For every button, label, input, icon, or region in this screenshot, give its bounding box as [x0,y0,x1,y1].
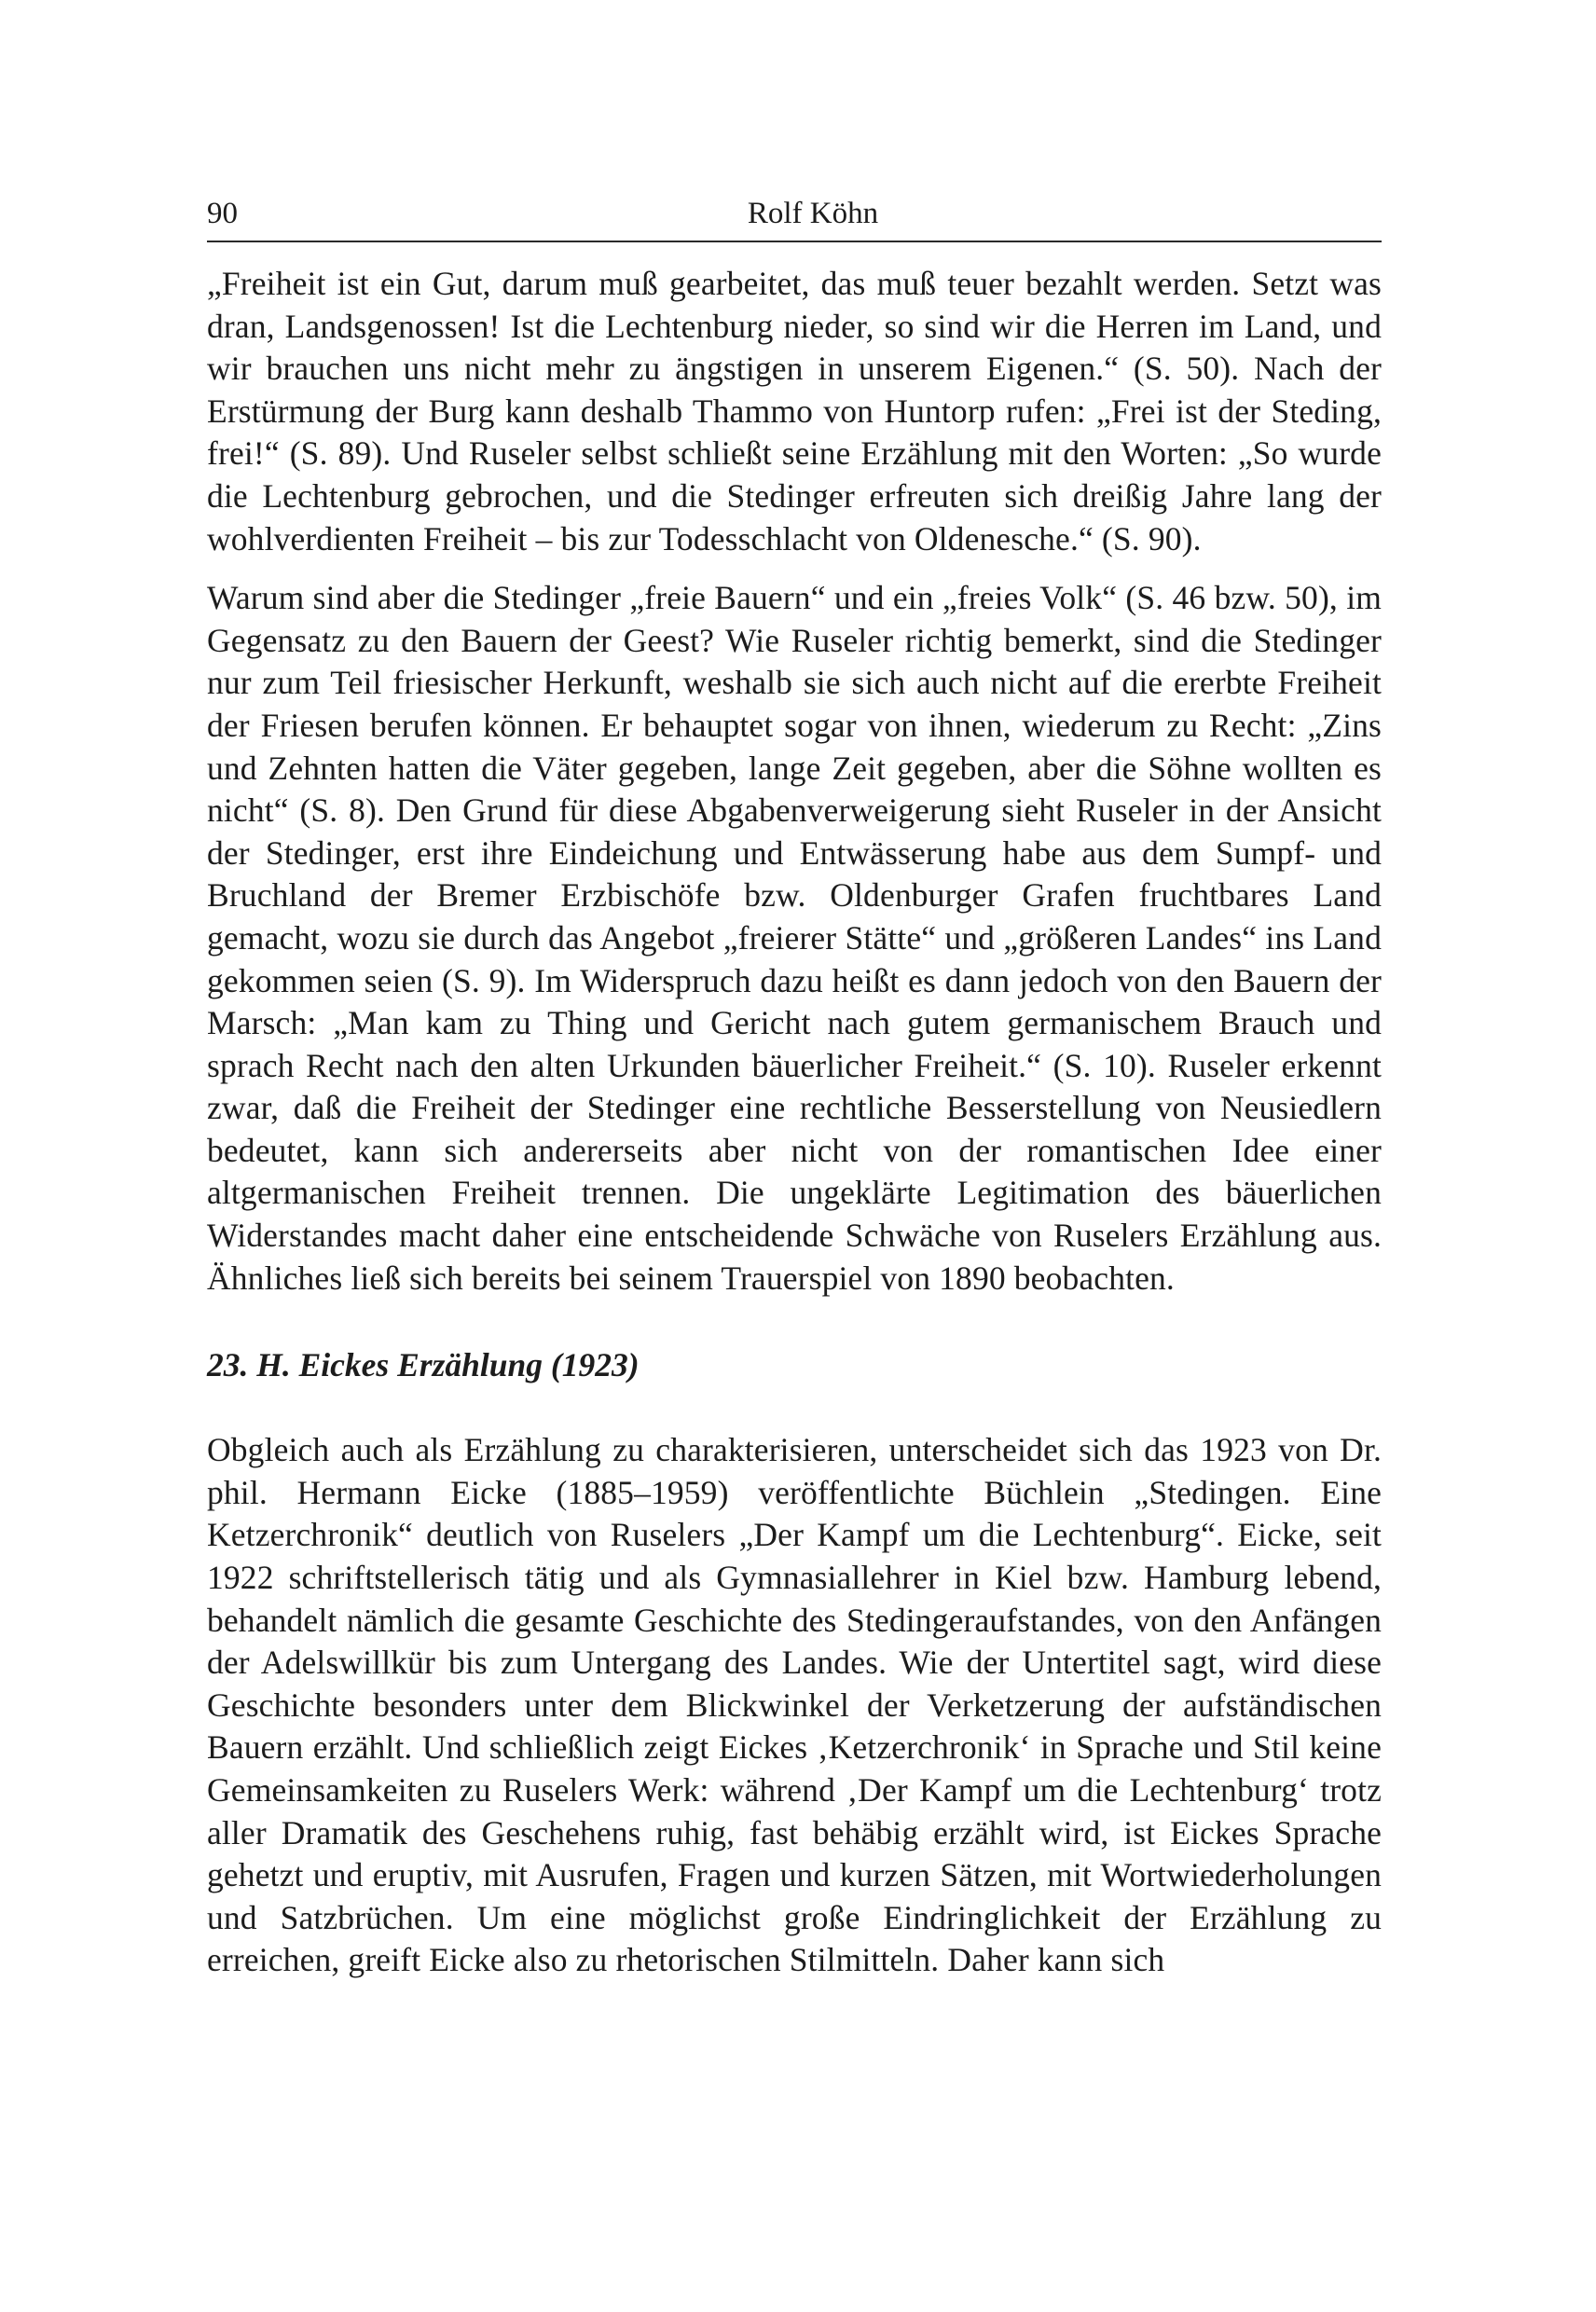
paragraph-quote-freiheit: „Freiheit ist ein Gut, darum muß gearbeitet, das muß teuer bezahlt werden. Setzt was dran, Landsgenossen! Ist die Lechtenburg nieder, so sind wir die Herren im Land, und wir brauchen uns nicht mehr zu ängstigen in unserem Eigenen.“ (S. 50). Nach der Erstürmung der Burg kann deshalb Thammo von Huntorp rufen: „Frei ist der Steding, frei!“ (S. 89). Und Ruseler selbst schließt seine Erzählung mit den Worten: „So wurde die Lechtenburg gebrochen, und die Stedinger erfreuten sich dreißig Jahre lang der wohlverdienten Freiheit – bis zur Todesschlacht von Oldenesche.“ (S. 90). [207,265,1382,557]
paragraph-eicke: Obgleich auch als Erzählung zu charakterisieren, unterscheidet sich das 1923 von Dr. phil. Hermann Eicke (1885–1959) veröffentlichte Büchlein „Stedingen. Eine Ketzerchronik“ deutlich von Ruselers „Der Kampf um die Lechtenburg“. Eicke, seit 1922 schriftstellerisch tätig und als Gymnasiallehrer in Kiel bzw. Hamburg lebend, behandelt nämlich die gesamte Geschichte des Stedingeraufstandes, von den Anfängen der Adelswillkür bis zum Untergang des Landes. Wie der Untertitel sagt, wird diese Geschichte besonders unter dem Blickwinkel der Verketzerung der aufständischen Bauern erzählt. Und schließlich zeigt Eickes ‚Ketzerchronik‘ in Sprache und Stil keine Gemeinsamkeiten zu Ruselers Werk: während ‚Der Kampf um die Lechtenburg‘ trotz aller Dramatik des Geschehens ruhig, fast behäbig erzählt wird, ist Eickes Sprache gehetzt und eruptiv, mit Ausrufen, Fragen und kurzen Sätzen, mit Wortwiederholungen und Satzbrüchen. Um eine möglichst große Eindringlichkeit der Erzählung zu erreichen, greift Eicke also zu rhetorischen Stilmitteln. Daher kann sich [207,1431,1382,1979]
running-title: Rolf Köhn [747,197,879,230]
running-head [207,186,1382,242]
book-page [207,186,1382,1982]
body-text [207,263,1382,1982]
page-number: 90 [207,197,238,230]
paragraph-freie-bauern: Warum sind aber die Stedinger „freie Bauern“ und ein „freies Volk“ (S. 46 bzw. 50), im Gegensatz zu den Bauern der Geest? Wie Ruseler richtig bemerkt, sind die Stedinger nur zum Teil friesischer Herkunft, weshalb sie sich auch nicht auf die ererbte Freiheit der Friesen berufen können. Er behauptet sogar von ihnen, wiederum zu Recht: „Zins und Zehnten hatten die Väter gegeben, lange Zeit gegeben, aber die Söhne wollten es nicht“ (S. 8). Den Grund für diese Abgabenverweigerung sieht Ruseler in der Ansicht der Stedinger, erst ihre Eindeichung und Entwässerung habe aus dem Sumpf- und Bruchland der Bremer Erzbischöfe bzw. Oldenburger Grafen fruchtbares Land gemacht, wozu sie durch das Angebot „freierer Stätte“ und „größeren Landes“ ins Land gekommen seien (S. 9). Im Widerspruch dazu heißt es dann jedoch von den Bauern der Marsch: „Man kam zu Thing und Gericht nach gutem germanischem Brauch und sprach Recht nach den alten Urkunden bäuerlicher Freiheit.“ (S. 10). Ruseler erkennt zwar, daß die Freiheit der Stedinger eine rechtliche Besserstellung von Neusiedlern bedeutet, kann sich andererseits aber nicht von der romantischen Idee einer altgermanischen Freiheit trennen. Die ungeklärte Legitimation des bäuerlichen Widerstandes macht daher eine entscheidende Schwäche von Ruselers Erzählung aus. Ähnliches ließ sich bereits bei seinem Trauerspiel von 1890 beobachten. [207,579,1382,1297]
section-heading: 23. H. Eickes Erzählung (1923) [207,1346,640,1384]
